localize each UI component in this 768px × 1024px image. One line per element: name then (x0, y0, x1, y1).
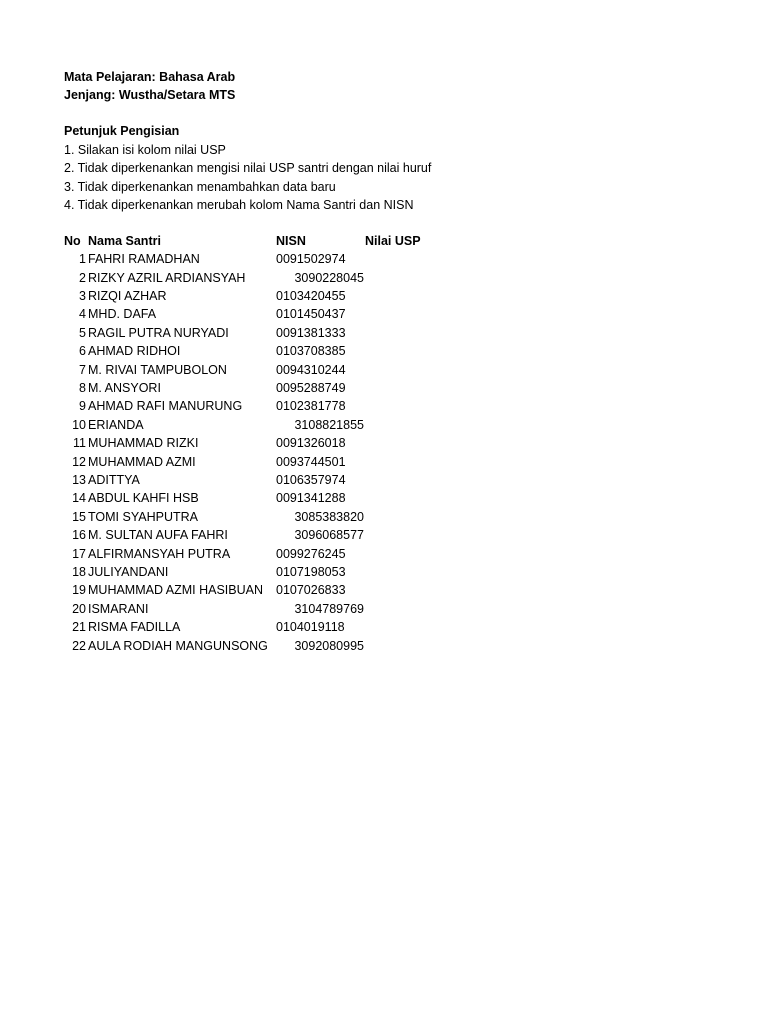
cell-nisn: 0091341288 (276, 491, 346, 506)
table-row (64, 324, 704, 342)
table-row (64, 526, 704, 544)
instruction-item: 4. Tidak diperkenankan merubah kolom Nama Santri dan NISN (64, 197, 414, 212)
cell-nisn: 3090228045 (294, 270, 364, 285)
cell-no: 19 (72, 583, 86, 598)
cell-nisn: 0094310244 (276, 362, 346, 377)
cell-name: M. SULTAN AUFA FAHRI (88, 528, 228, 543)
spreadsheet-page (64, 68, 704, 655)
cell-no: 5 (79, 325, 86, 340)
cell-name: RIZKY AZRIL ARDIANSYAH (88, 270, 246, 285)
cell-name: RAGIL PUTRA NURYADI (88, 325, 229, 340)
cell-no: 7 (79, 362, 86, 377)
table-row (64, 563, 704, 581)
table-row (64, 379, 704, 397)
cell-name: TOMI SYAHPUTRA (88, 509, 198, 524)
cell-nisn: 0101450437 (276, 307, 346, 322)
cell-nisn: 3104789769 (294, 601, 364, 616)
table-row (64, 434, 704, 452)
table-row (64, 637, 704, 655)
table-body (64, 250, 704, 655)
cell-no: 3 (79, 289, 86, 304)
cell-nisn: 0107026833 (276, 583, 346, 598)
cell-name: M. RIVAI TAMPUBOLON (88, 362, 227, 377)
cell-no: 8 (79, 381, 86, 396)
table-row (64, 361, 704, 379)
header-no: No (64, 233, 81, 248)
cell-nisn: 3096068577 (294, 528, 364, 543)
table-row (64, 305, 704, 323)
cell-name: RISMA FADILLA (88, 620, 181, 635)
cell-no: 11 (73, 436, 86, 451)
table-row (64, 250, 704, 268)
table-row (64, 508, 704, 526)
cell-name: ERIANDA (88, 417, 144, 432)
cell-no: 12 (72, 454, 86, 469)
cell-name: MUHAMMAD RIZKI (88, 436, 199, 451)
level-title: Jenjang: Wustha/Setara MTS (64, 88, 236, 103)
cell-no: 10 (72, 417, 86, 432)
instruction-item: 1. Silakan isi kolom nilai USP (64, 142, 226, 157)
cell-name: JULIYANDANI (88, 564, 169, 579)
cell-no: 22 (72, 638, 86, 653)
cell-no: 20 (72, 601, 86, 616)
cell-name: ADITTYA (88, 473, 140, 487)
table-row (64, 269, 704, 287)
instruction-list (64, 141, 704, 215)
cell-no: 13 (72, 473, 86, 487)
instructions-title: Petunjuk Pengisian (64, 124, 180, 139)
cell-nisn: 3092080995 (294, 638, 364, 653)
table-row (64, 581, 704, 599)
cell-name: FAHRI RAMADHAN (88, 252, 200, 267)
table-row (64, 600, 704, 618)
cell-nisn: 0091326018 (276, 436, 346, 451)
cell-name: ABDUL KAHFI HSB (88, 491, 199, 506)
cell-name: ISMARANI (88, 601, 149, 616)
header-name: Nama Santri (88, 233, 161, 248)
cell-nisn: 0103708385 (276, 344, 346, 359)
table-header (64, 232, 704, 250)
table-row (64, 471, 704, 489)
cell-name: RIZQI AZHAR (88, 289, 167, 304)
cell-no: 18 (72, 564, 86, 579)
cell-nisn: 0099276245 (276, 546, 346, 561)
spacer (64, 105, 704, 123)
instruction-item: 2. Tidak diperkenankan mengisi nilai USP santri dengan nilai huruf (64, 161, 432, 176)
cell-name: AHMAD RAFI MANURUNG (88, 399, 243, 414)
cell-no: 6 (79, 344, 86, 359)
cell-no: 9 (79, 399, 86, 414)
cell-no: 2 (79, 270, 86, 285)
instruction-item: 3. Tidak diperkenankan menambahkan data baru (64, 179, 336, 194)
header-nilai: Nilai USP (365, 233, 421, 248)
cell-nisn: 3108821855 (294, 417, 364, 432)
cell-nisn: 0106357974 (276, 473, 346, 487)
cell-nisn: 3085383820 (294, 509, 364, 524)
cell-no: 4 (79, 307, 86, 322)
cell-nisn: 0107198053 (276, 564, 346, 579)
table-row (64, 489, 704, 507)
cell-no: 17 (72, 546, 86, 561)
cell-no: 15 (72, 509, 86, 524)
table-row (64, 545, 704, 563)
cell-nisn: 0093744501 (276, 454, 346, 469)
header-nisn: NISN (276, 233, 306, 248)
cell-name: MUHAMMAD AZMI HASIBUAN (88, 583, 264, 598)
table-row (64, 618, 704, 636)
spacer (64, 214, 704, 232)
table-row (64, 287, 704, 305)
cell-name: M. ANSYORI (88, 381, 161, 396)
cell-name: MHD. DAFA (88, 307, 157, 322)
cell-name: AULA RODIAH MANGUNSONG (88, 638, 268, 653)
table-row (64, 416, 704, 434)
cell-name: AHMAD RIDHOI (88, 344, 181, 359)
cell-name: MUHAMMAD AZMI (88, 454, 196, 469)
cell-no: 14 (72, 491, 86, 506)
cell-no: 16 (72, 528, 86, 543)
cell-name: ALFIRMANSYAH PUTRA (88, 546, 231, 561)
table-row (64, 342, 704, 360)
cell-no: 21 (72, 620, 86, 635)
cell-nisn: 0095288749 (276, 381, 346, 396)
cell-nisn: 0091502974 (276, 252, 346, 267)
table-row (64, 453, 704, 471)
cell-nisn: 0104019118 (276, 620, 345, 635)
table-row (64, 397, 704, 415)
subject-title: Mata Pelajaran: Bahasa Arab (64, 70, 236, 84)
cell-no: 1 (79, 252, 86, 267)
cell-nisn: 0091381333 (276, 325, 346, 340)
cell-nisn: 0103420455 (276, 289, 346, 304)
cell-nisn: 0102381778 (276, 399, 346, 414)
